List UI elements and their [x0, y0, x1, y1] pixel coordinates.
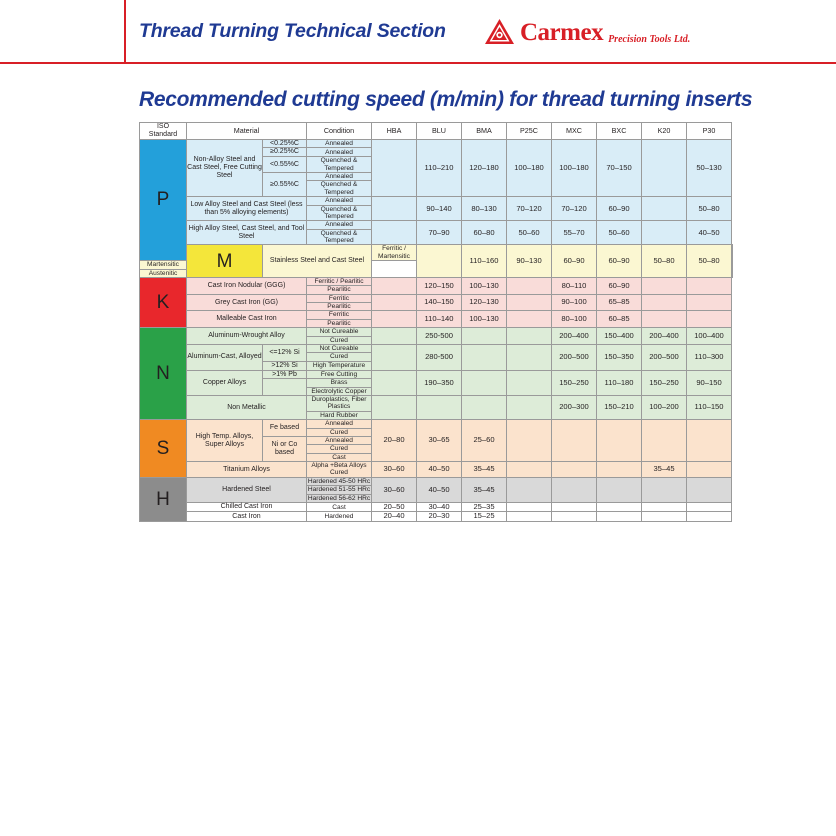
material-subtype: <0.55%C — [263, 157, 307, 173]
table-row — [140, 139, 733, 148]
value-p25c — [507, 462, 552, 478]
condition-cell: Annealed — [307, 420, 372, 428]
column-header-p25c: P25C — [507, 123, 552, 140]
condition-cell: Hardened 51-55 HRc — [307, 486, 371, 494]
condition-cell: Hardened — [307, 512, 372, 522]
value-mxc: 70–120 — [552, 197, 597, 221]
value-p30: 110–300 — [687, 344, 732, 370]
value-hba — [372, 139, 417, 197]
condition-cell: Hardened 56-62 HRc — [307, 494, 371, 502]
material-subtype: Fe based — [263, 420, 307, 437]
value-k20: 200–500 — [642, 344, 687, 370]
value-bma: 100–130 — [462, 311, 507, 328]
value-blu: 140–150 — [417, 294, 462, 311]
material-name: Stainless Steel and Cast Steel — [263, 245, 372, 278]
value-mxc: 100–180 — [552, 139, 597, 197]
value-mxc: 90–100 — [552, 294, 597, 311]
value-bxc — [597, 512, 642, 522]
value-bma: 25–60 — [462, 420, 507, 462]
table-row — [140, 344, 733, 352]
condition-cell: Cured — [307, 428, 372, 436]
value-k20: 50–80 — [687, 245, 732, 278]
condition-cell: Pearlitic — [307, 303, 372, 311]
iso-group-k: K — [140, 277, 187, 327]
value-hba — [372, 344, 417, 370]
value-p30 — [687, 462, 732, 478]
condition-cell: Cured — [307, 353, 372, 361]
value-p30: 40–50 — [687, 221, 732, 245]
header-divider — [0, 62, 836, 64]
table-row — [140, 311, 733, 319]
value-bxc: 60–85 — [597, 311, 642, 328]
value-hba — [372, 396, 417, 420]
condition-cell: Not Cureable — [307, 328, 372, 336]
condition-cell: Hard Rubber — [307, 411, 372, 419]
condition-cell: Annealed — [307, 139, 372, 148]
value-blu — [417, 396, 462, 420]
condition-cell: Electrolytic Copper — [307, 387, 372, 395]
column-header-bma: BMA — [462, 123, 507, 140]
condition-cell: Quenched & Tempered — [307, 205, 372, 221]
condition-cell: Annealed — [307, 197, 372, 205]
condition-cell: Ferritic / Martensitic — [372, 245, 417, 261]
iso-group-p: P — [140, 139, 187, 261]
table-row — [140, 221, 733, 229]
material-name: Chilled Cast Iron — [187, 502, 307, 512]
table-row — [140, 245, 733, 261]
condition-cell: Pearlitic — [307, 286, 372, 294]
column-header-blu: BLU — [417, 123, 462, 140]
value-p25c — [507, 477, 552, 502]
value-hba — [372, 197, 417, 221]
condition-cell: Ferritic — [307, 311, 372, 319]
material-name: Copper Alloys — [187, 370, 263, 396]
condition-cell: Pearlitic — [307, 319, 372, 327]
condition-cell: Brass — [307, 379, 372, 387]
value-mxc: 80–110 — [552, 277, 597, 294]
condition-cell: Free Cutting — [307, 370, 372, 379]
condition-cell: High Temperature — [307, 361, 372, 370]
value-blu: 20–30 — [417, 512, 462, 522]
table-row — [140, 396, 733, 412]
value-bxc — [597, 502, 642, 512]
value-bxc: 50–60 — [597, 221, 642, 245]
value-p25c: 70–120 — [507, 197, 552, 221]
condition-cell: Austenitic — [140, 269, 187, 277]
value-p30: 50–130 — [687, 139, 732, 197]
value-hba: 20–50 — [372, 502, 417, 512]
table-row — [140, 420, 733, 428]
table-row — [140, 370, 733, 379]
material-name: Low Alloy Steel and Cast Steel (less than 5% alloying elements) — [187, 197, 307, 221]
condition-cell: Martensitic — [140, 261, 187, 269]
value-bma — [462, 344, 507, 370]
value-hba: 30–60 — [372, 477, 417, 502]
condition-cell: Alpha +Beta Alloys Cured — [307, 462, 372, 478]
value-bxc: 60–90 — [597, 197, 642, 221]
material-subtype: ≥0.25%C — [263, 148, 307, 157]
value-k20: 150–250 — [642, 370, 687, 396]
value-mxc — [552, 477, 597, 502]
value-p25c: 50–60 — [507, 221, 552, 245]
condition-cell: Quenched & Tempered — [307, 181, 372, 197]
value-p30 — [687, 512, 732, 522]
value-mxc: 200–400 — [552, 328, 597, 345]
value-p30: 50–80 — [687, 197, 732, 221]
table-row — [140, 328, 733, 336]
value-bxc — [597, 462, 642, 478]
condition-cell: Annealed — [307, 148, 372, 157]
value-p25c — [507, 344, 552, 370]
iso-group-s: S — [140, 420, 187, 478]
value-bma: 80–130 — [462, 197, 507, 221]
material-subtype: <=12% Si — [263, 344, 307, 361]
value-mxc: 200–500 — [552, 344, 597, 370]
value-p30 — [687, 420, 732, 462]
table-row — [140, 477, 733, 485]
value-mxc — [552, 462, 597, 478]
column-header-k20: K20 — [642, 123, 687, 140]
value-hba — [372, 294, 417, 311]
material-name: Cast Iron Nodular (GGG) — [187, 277, 307, 294]
value-mxc — [552, 420, 597, 462]
value-p30 — [687, 294, 732, 311]
material-name: Aluminum-Cast, Alloyed — [187, 344, 263, 370]
cutting-speed-table — [139, 122, 733, 522]
value-bxc: 150–210 — [597, 396, 642, 420]
value-p30: 100–400 — [687, 328, 732, 345]
value-bxc: 60–90 — [597, 277, 642, 294]
value-blu: 110–140 — [417, 311, 462, 328]
material-name: High Alloy Steel, Cast Steel, and Tool Steel — [187, 221, 307, 245]
condition-cell: Hardened 45-50 HRc — [307, 477, 371, 485]
value-bma: 60–80 — [462, 221, 507, 245]
column-header-condition: Condition — [307, 123, 372, 140]
value-bma: 35–45 — [462, 462, 507, 478]
table-row — [140, 294, 733, 302]
value-p30 — [687, 277, 732, 294]
value-p25c: 100–180 — [507, 139, 552, 197]
brand-subtitle: Precision Tools Ltd. — [608, 34, 691, 45]
value-bma: 25–35 — [462, 502, 507, 512]
value-p25c — [507, 277, 552, 294]
value-k20 — [642, 197, 687, 221]
condition-cell: Cured — [307, 336, 372, 344]
value-p30: 90–150 — [687, 370, 732, 396]
value-bma — [462, 328, 507, 345]
value-bxc — [597, 420, 642, 462]
material-name: Cast Iron — [187, 512, 307, 522]
value-k20 — [642, 512, 687, 522]
table-header-row — [140, 123, 733, 140]
value-mxc: 200–300 — [552, 396, 597, 420]
value-bxc — [597, 477, 642, 502]
value-k20: 200–400 — [642, 328, 687, 345]
material-name: Aluminum-Wrought Alloy — [187, 328, 307, 345]
value-k20 — [642, 139, 687, 197]
value-mxc: 60–90 — [597, 245, 642, 278]
iso-group-h: H — [140, 477, 187, 521]
value-k20: 100–200 — [642, 396, 687, 420]
value-blu: 110–160 — [462, 245, 507, 278]
header-vertical-rule — [124, 0, 126, 62]
condition-cell: Annealed — [307, 436, 372, 444]
value-p30 — [732, 245, 733, 278]
value-k20 — [642, 420, 687, 462]
value-hba — [372, 311, 417, 328]
condition-cell: Ferritic / Pearlitic — [307, 277, 372, 285]
value-hba: 20–80 — [372, 420, 417, 462]
value-bxc: 70–150 — [597, 139, 642, 197]
value-blu: 70–90 — [417, 221, 462, 245]
material-name: Non Metallic — [187, 396, 307, 420]
value-blu: 120–150 — [417, 277, 462, 294]
value-k20 — [642, 477, 687, 502]
brand-name: Carmex — [520, 18, 604, 46]
value-p25c — [507, 294, 552, 311]
column-header-mxc: MXC — [552, 123, 597, 140]
value-bxc: 150–350 — [597, 344, 642, 370]
value-p30 — [687, 311, 732, 328]
condition-cell: Duroplastics, Fiber Plastics — [307, 396, 372, 412]
value-k20 — [642, 277, 687, 294]
value-bma: 35–45 — [462, 477, 507, 502]
condition-cell: Quenched & Tempered — [307, 157, 372, 173]
value-bxc: 110–180 — [597, 370, 642, 396]
column-header-p30: P30 — [687, 123, 732, 140]
value-k20 — [642, 294, 687, 311]
condition-cell: Cast — [307, 502, 372, 512]
material-name: Malleable Cast Iron — [187, 311, 307, 328]
value-mxc — [552, 502, 597, 512]
column-header-bxc: BXC — [597, 123, 642, 140]
column-header-material: Material — [187, 123, 307, 140]
value-bxc: 65–85 — [597, 294, 642, 311]
value-k20: 35–45 — [642, 462, 687, 478]
value-hba — [372, 221, 417, 245]
value-blu: 110–210 — [417, 139, 462, 197]
value-bma: 90–130 — [507, 245, 552, 278]
value-blu: 40–50 — [417, 462, 462, 478]
column-header-iso — [140, 123, 187, 140]
value-mxc: 80–100 — [552, 311, 597, 328]
table-row — [140, 197, 733, 205]
material-subtype: Ni or Co based — [263, 436, 307, 461]
section-title: Thread Turning Technical Section — [139, 20, 446, 42]
value-blu: 280-500 — [417, 344, 462, 370]
value-k20 — [642, 502, 687, 512]
page-title: Recommended cutting speed (m/min) for thread turning inserts — [139, 88, 753, 111]
value-p25c — [507, 328, 552, 345]
condition-cell: Cast — [307, 453, 372, 461]
value-k20 — [642, 221, 687, 245]
material-subtype: >1% Pb — [263, 370, 307, 379]
material-subtype: ≥0.55%C — [263, 173, 307, 197]
condition-cell: Annealed — [307, 173, 372, 181]
material-subtype: <0.25%C — [263, 139, 307, 148]
value-blu: 30–65 — [417, 420, 462, 462]
condition-cell: Quenched & Tempered — [307, 229, 372, 245]
iso-group-n: N — [140, 328, 187, 420]
iso-group-m: M — [187, 245, 263, 278]
value-p25c: 60–90 — [552, 245, 597, 278]
page-header — [0, 0, 836, 62]
value-mxc: 150–250 — [552, 370, 597, 396]
value-blu: 190–350 — [417, 370, 462, 396]
table-row — [140, 462, 733, 478]
value-p25c — [507, 311, 552, 328]
value-bma: 120–130 — [462, 294, 507, 311]
material-name: High Temp. Alloys, Super Alloys — [187, 420, 263, 462]
value-hba — [417, 245, 462, 278]
material-name: Titanium Alloys — [187, 462, 307, 478]
value-p30: 110–150 — [687, 396, 732, 420]
value-hba: 20–40 — [372, 512, 417, 522]
value-p25c — [507, 370, 552, 396]
material-name: Non-Alloy Steel and Cast Steel, Free Cutting Steel — [187, 139, 263, 197]
material-subtype: >12% Si — [263, 361, 307, 370]
value-k20 — [642, 311, 687, 328]
value-hba: 30–60 — [372, 462, 417, 478]
value-hba — [372, 277, 417, 294]
value-hba — [372, 370, 417, 396]
value-blu: 40–50 — [417, 477, 462, 502]
condition-cell: Ferritic — [307, 294, 372, 302]
value-blu: 250-500 — [417, 328, 462, 345]
value-mxc — [552, 512, 597, 522]
carmex-logo-icon — [484, 18, 515, 46]
value-p30 — [687, 477, 732, 502]
value-p25c — [507, 502, 552, 512]
table-row — [140, 512, 733, 522]
value-p30 — [687, 502, 732, 512]
material-name: Hardened Steel — [187, 477, 307, 502]
material-subtype — [263, 379, 307, 396]
value-bma — [462, 370, 507, 396]
value-bxc: 150–400 — [597, 328, 642, 345]
value-bma — [462, 396, 507, 420]
brand-logo — [484, 16, 690, 48]
condition-cell: Annealed — [307, 221, 372, 229]
value-bxc: 50–80 — [642, 245, 687, 278]
table-row — [140, 277, 733, 285]
value-p25c — [507, 420, 552, 462]
value-blu: 90–140 — [417, 197, 462, 221]
value-blu: 30–40 — [417, 502, 462, 512]
condition-cell: Not Cureable — [307, 344, 372, 352]
material-name: Grey Cast Iron (GG) — [187, 294, 307, 311]
condition-cell: Cured — [307, 445, 372, 453]
column-header-iso-line2: Standard — [148, 130, 178, 138]
value-bma: 120–180 — [462, 139, 507, 197]
value-bma: 100–130 — [462, 277, 507, 294]
column-header-iso-line1: ISO — [156, 123, 170, 130]
value-mxc: 55–70 — [552, 221, 597, 245]
value-p25c — [507, 396, 552, 420]
value-bma: 15–25 — [462, 512, 507, 522]
column-header-hba: HBA — [372, 123, 417, 140]
value-p25c — [507, 512, 552, 522]
value-hba — [372, 328, 417, 345]
